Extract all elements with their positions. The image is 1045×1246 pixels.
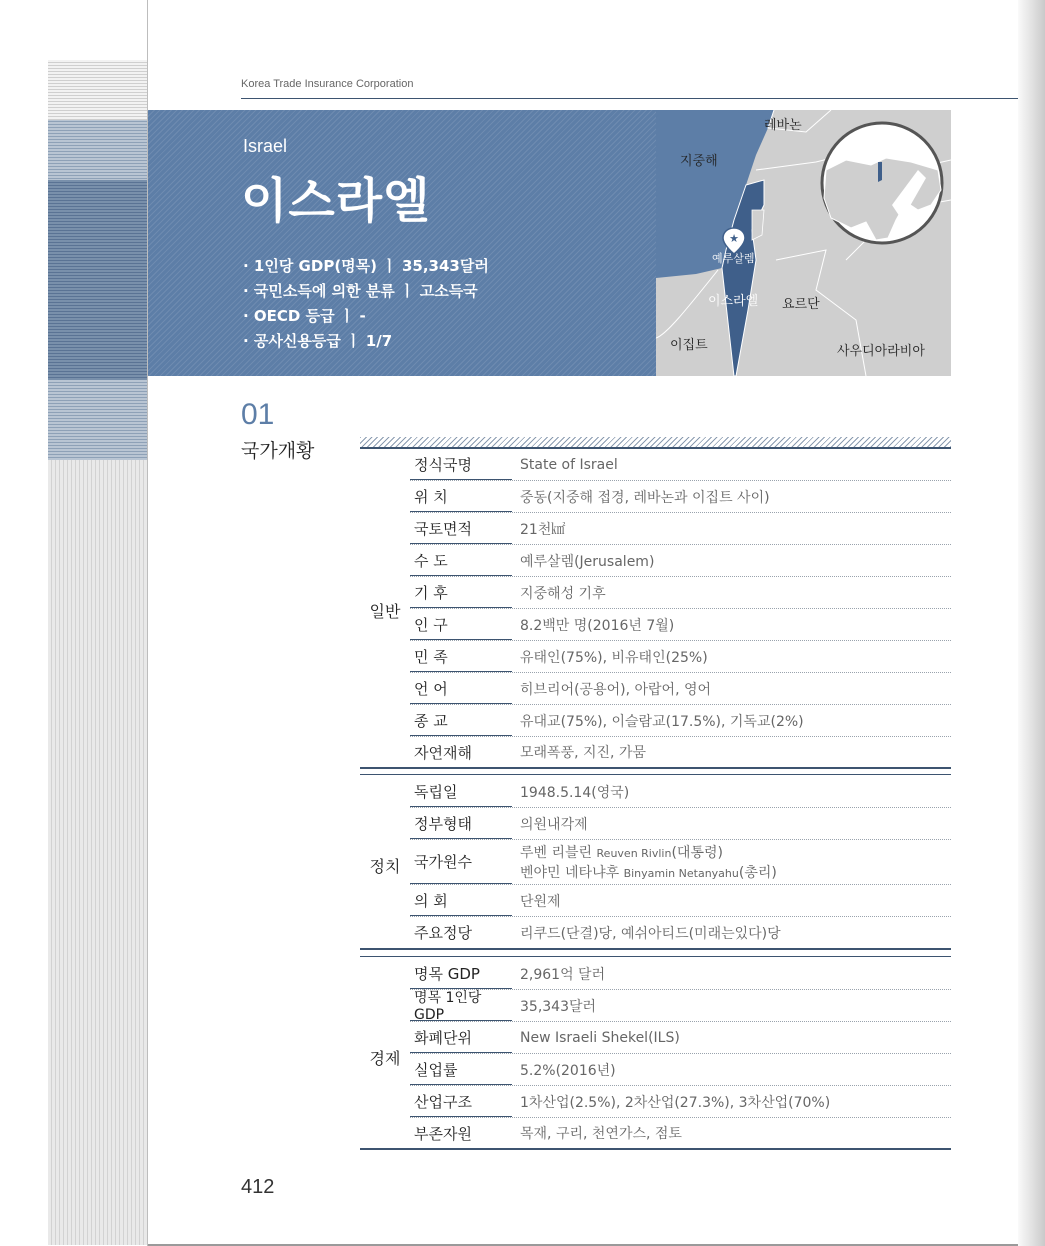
row-value: 리쿠드(단결)당, 예쉬아티드(미래는있다)당 bbox=[520, 925, 781, 942]
book-page-edges bbox=[48, 60, 148, 1245]
row-key: 의 회 bbox=[410, 885, 512, 916]
table-row bbox=[410, 776, 951, 808]
section-number: 01 bbox=[241, 398, 275, 431]
row-key: 종 교 bbox=[410, 705, 512, 736]
group-separator bbox=[360, 956, 951, 957]
map-label-jerusalem: 예루살렘 bbox=[712, 252, 755, 265]
row-value: 지중해성 기후 bbox=[520, 585, 606, 602]
row-value: 유대교(75%), 이슬람교(17.5%), 기독교(2%) bbox=[520, 713, 804, 730]
svg-text:★: ★ bbox=[729, 232, 739, 245]
table-row bbox=[410, 1086, 951, 1118]
table-row bbox=[410, 1118, 951, 1148]
row-value: 1차산업(2.5%), 2차산업(27.3%), 3차산업(70%) bbox=[520, 1094, 831, 1111]
row-key: 정부형태 bbox=[410, 808, 512, 839]
running-head: Korea Trade Insurance Corporation bbox=[241, 78, 414, 90]
table-row bbox=[410, 1022, 951, 1054]
row-value: 8.2백만 명(2016년 7월) bbox=[520, 617, 675, 634]
name-en: Binyamin Netanyahu bbox=[623, 867, 739, 880]
row-key: 수 도 bbox=[410, 545, 512, 576]
row-value: 유태인(75%), 비유태인(25%) bbox=[520, 649, 708, 666]
table-row bbox=[410, 737, 951, 767]
map-label-israel: 이스라엘 bbox=[708, 294, 759, 309]
location-map bbox=[656, 110, 951, 376]
book-gutter-shadow bbox=[1015, 0, 1045, 1246]
row-key: 명목 GDP bbox=[410, 958, 512, 989]
table-group-general bbox=[360, 449, 951, 767]
table-row bbox=[410, 673, 951, 705]
table-row bbox=[410, 577, 951, 609]
row-key: 민 족 bbox=[410, 641, 512, 672]
table-row bbox=[410, 449, 951, 481]
name-ko: 벤야민 네타냐후 bbox=[520, 865, 624, 881]
table-row bbox=[410, 958, 951, 990]
country-name-en: Israel bbox=[243, 136, 288, 156]
page-edge-dark-band bbox=[48, 180, 148, 380]
map-label-lebanon: 레바논 bbox=[764, 118, 802, 133]
row-value: 2,961억 달러 bbox=[520, 966, 606, 983]
row-value: 의원내각제 bbox=[520, 816, 588, 833]
row-value: 목재, 구리, 천연가스, 점토 bbox=[520, 1126, 682, 1142]
title: (대통령) bbox=[671, 845, 723, 861]
row-value: 35,343달러 bbox=[520, 998, 597, 1015]
row-key: 산업구조 bbox=[410, 1086, 512, 1117]
row-key: 부존자원 bbox=[414, 1124, 472, 1143]
group-category: 일반 bbox=[369, 602, 401, 621]
group-category: 정치 bbox=[369, 857, 401, 876]
row-value: 1948.5.14(영국) bbox=[520, 784, 630, 801]
row-key: 국가원수 bbox=[410, 840, 512, 884]
row-key: 명목 1인당 GDP bbox=[410, 990, 512, 1021]
book-page bbox=[147, 0, 1018, 1246]
row-value: State of Israel bbox=[520, 456, 618, 473]
table-row bbox=[410, 885, 951, 917]
row-key: 실업률 bbox=[410, 1054, 512, 1085]
title: (총리) bbox=[738, 865, 777, 881]
group-separator bbox=[360, 767, 951, 769]
country-name-ko: 이스라엘 bbox=[241, 173, 431, 229]
group-category: 경제 bbox=[369, 1049, 401, 1068]
row-value: 모래폭풍, 지진, 가뭄 bbox=[520, 745, 646, 761]
row-value bbox=[520, 840, 777, 884]
table-group-politics bbox=[360, 776, 951, 948]
row-key: 언 어 bbox=[410, 673, 512, 704]
table-row bbox=[410, 545, 951, 577]
key-fact: · 공사신용등급 ㅣ 1/7 bbox=[243, 332, 393, 350]
row-value: New Israeli Shekel(ILS) bbox=[520, 1029, 680, 1046]
country-banner bbox=[148, 110, 656, 376]
map-label-jordan: 요르단 bbox=[782, 297, 820, 312]
name-ko: 루벤 리블린 bbox=[520, 845, 597, 861]
row-key: 화폐단위 bbox=[410, 1022, 512, 1053]
row-value: 중동(지중해 접경, 레바논과 이집트 사이) bbox=[520, 489, 770, 506]
map-label-egypt: 이집트 bbox=[670, 338, 708, 353]
running-head-rule bbox=[241, 98, 1018, 99]
table-group-economy bbox=[360, 958, 951, 1148]
table-row bbox=[410, 917, 951, 948]
map-label-saudi-arabia: 사우디아라비아 bbox=[837, 344, 925, 359]
table-row bbox=[410, 1054, 951, 1086]
table-row bbox=[410, 513, 951, 545]
table-row bbox=[410, 840, 951, 885]
map-label-mediterranean: 지중해 bbox=[680, 154, 718, 169]
table-row bbox=[410, 609, 951, 641]
row-value: 21천㎢ bbox=[520, 521, 566, 538]
row-value: 단원제 bbox=[520, 893, 561, 910]
row-key: 독립일 bbox=[410, 776, 512, 807]
table-row bbox=[410, 481, 951, 513]
head-of-government-line bbox=[520, 862, 777, 882]
table-header-hatch bbox=[360, 437, 951, 447]
row-key: 인 구 bbox=[410, 609, 512, 640]
key-facts-list bbox=[243, 254, 489, 354]
row-key: 주요정당 bbox=[414, 924, 472, 942]
table-row bbox=[410, 705, 951, 737]
row-key: 정식국명 bbox=[410, 449, 512, 480]
row-key: 자연재해 bbox=[414, 743, 472, 762]
group-separator bbox=[360, 774, 951, 775]
row-value: 5.2%(2016년) bbox=[520, 1062, 616, 1079]
table-bottom-rule bbox=[360, 1148, 951, 1150]
key-fact: · 1인당 GDP(명목) ㅣ 35,343달러 bbox=[243, 257, 489, 275]
key-fact: · 국민소득에 의한 분류 ㅣ 고소득국 bbox=[243, 282, 478, 300]
table-row bbox=[410, 990, 951, 1022]
name-en: Reuven Rivlin bbox=[596, 847, 672, 860]
table-row bbox=[410, 808, 951, 840]
row-value: 히브리어(공용어), 아랍어, 영어 bbox=[520, 681, 712, 698]
key-fact: · OECD 등급 ㅣ - bbox=[243, 307, 366, 325]
row-key: 국토면적 bbox=[410, 513, 512, 544]
group-separator bbox=[360, 948, 951, 950]
table-row bbox=[410, 641, 951, 673]
head-of-state-line bbox=[520, 842, 777, 862]
section-title: 국가개황 bbox=[241, 440, 315, 462]
row-key: 기 후 bbox=[410, 577, 512, 608]
row-key: 위 치 bbox=[410, 481, 512, 512]
locator-globe bbox=[822, 123, 942, 243]
page-number: 412 bbox=[241, 1176, 275, 1198]
row-value: 예루살렘(Jerusalem) bbox=[520, 553, 655, 570]
